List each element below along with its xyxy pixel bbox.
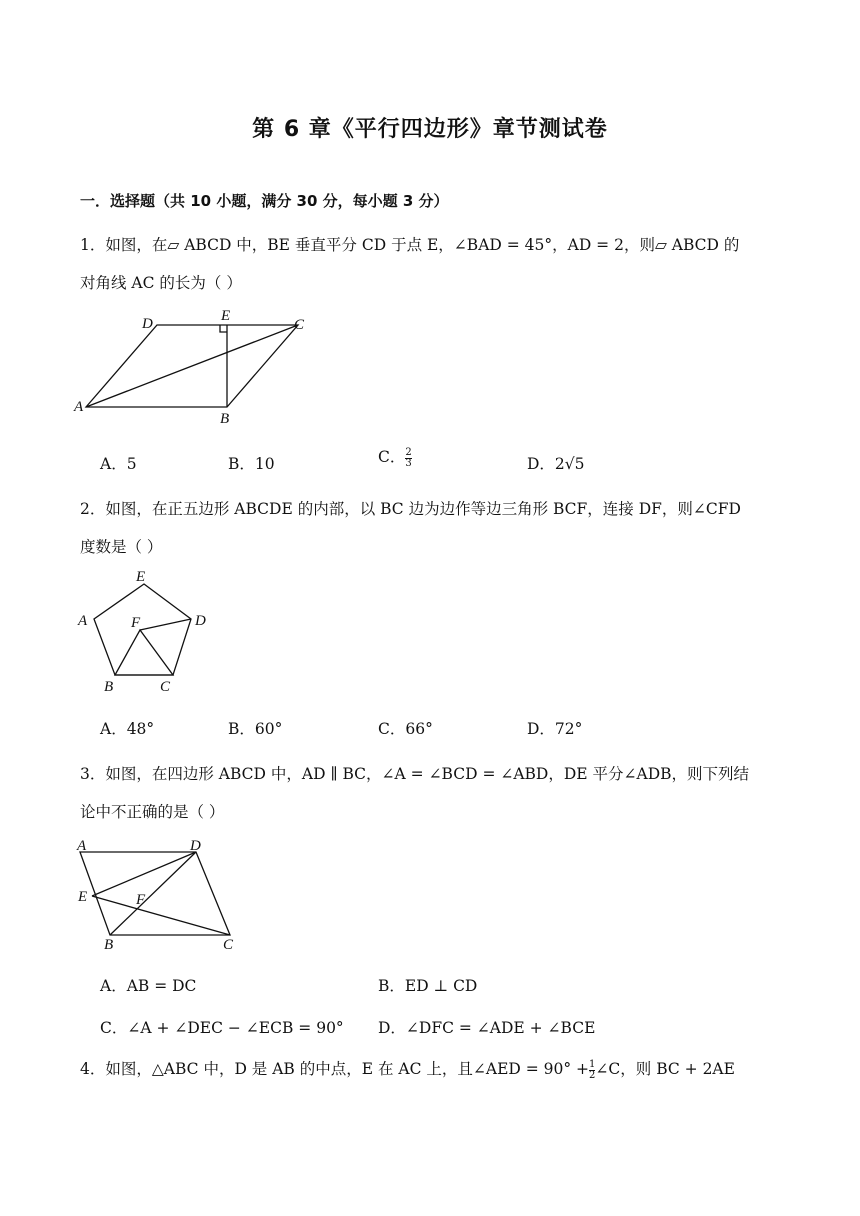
label-c: C [160, 679, 171, 695]
question-1-option-a: A．5 [100, 455, 137, 473]
quadrilateral-abcd [80, 852, 230, 935]
question-3-figure [72, 834, 242, 956]
section-heading: 一．选择题（共 10 小题，满分 30 分，每小题 3 分） [80, 192, 449, 210]
question-3-line-2: 论中不正确的是（ ） [80, 803, 225, 821]
question-1-line-2: 对角线 AC 的长为（ ） [80, 274, 242, 292]
question-1-option-d: D．2√5 [527, 455, 585, 473]
question-3-option-d: D．∠DFC = ∠ADE + ∠BCE [378, 1019, 596, 1037]
segment-bd [110, 852, 196, 935]
label-a: A [77, 838, 87, 854]
question-3-option-b: B．ED ⊥ CD [378, 977, 478, 995]
label-e: E [78, 889, 88, 905]
label-a: A [78, 613, 88, 629]
question-2-option-d: D．72° [527, 720, 583, 738]
question-2-option-b: B．60° [228, 720, 283, 738]
label-d: D [190, 838, 201, 854]
question-2-line-2: 度数是（ ） [80, 538, 163, 556]
label-b: B [104, 937, 114, 953]
segment-ed [92, 852, 196, 896]
question-3-line-1: 3．如图，在四边形 ABCD 中，AD ∥ BC，∠A = ∠BCD = ∠ABD，DE 平分∠ADB，则下列结 [80, 765, 750, 783]
label-d: D [195, 613, 206, 629]
triangle-bcf [115, 630, 173, 675]
question-1-option-c: C．$\frac{2}{3}$ [378, 446, 412, 469]
question-2-figure [72, 564, 222, 698]
segment-df [140, 619, 191, 630]
question-3-option-a: A．AB = DC [100, 977, 197, 995]
label-c: C [223, 937, 234, 953]
question-2-option-c: C．66° [378, 720, 433, 738]
fraction-one-half: $\frac{1}{2}$ [589, 1058, 596, 1081]
question-1-line-1: 1．如图，在▱ ABCD 中，BE 垂直平分 CD 于点 E，∠BAD = 45°，AD = 2，则▱ ABCD 的 [80, 236, 740, 254]
question-2-option-a: A．48° [100, 720, 155, 738]
diagonal-ac [86, 325, 298, 407]
label-f: F [136, 892, 146, 908]
label-f: F [131, 615, 141, 631]
question-4-line-1: 4．如图，△ABC 中，D 是 AB 的中点，E 在 AC 上，且∠AED = $90^\circ +\frac{1}{2}$ ∠C，则 BC + 2AE [80, 1058, 735, 1081]
page-title: 第 6 章《平行四边形》章节测试卷 [252, 117, 608, 142]
label-a: A [74, 399, 84, 415]
question-2-line-1: 2．如图，在正五边形 ABCDE 的内部，以 BC 边为边作等边三角形 BCF，连接 DF，则∠CFD [80, 500, 741, 518]
segment-ec [92, 896, 230, 935]
question-3-option-c: C．∠A + ∠DEC − ∠ECB = 90° [100, 1019, 344, 1037]
question-1-option-b: B．10 [228, 455, 275, 473]
label-d: D [142, 316, 153, 332]
label-b: B [104, 679, 114, 695]
right-angle-mark [220, 325, 227, 332]
label-e: E [221, 308, 231, 324]
question-1-figure [72, 306, 322, 428]
label-c: C [294, 317, 305, 333]
label-b: B [220, 411, 230, 427]
label-e: E [136, 569, 146, 585]
fraction-two-thirds: $\frac{2}{3}$ [405, 446, 412, 469]
